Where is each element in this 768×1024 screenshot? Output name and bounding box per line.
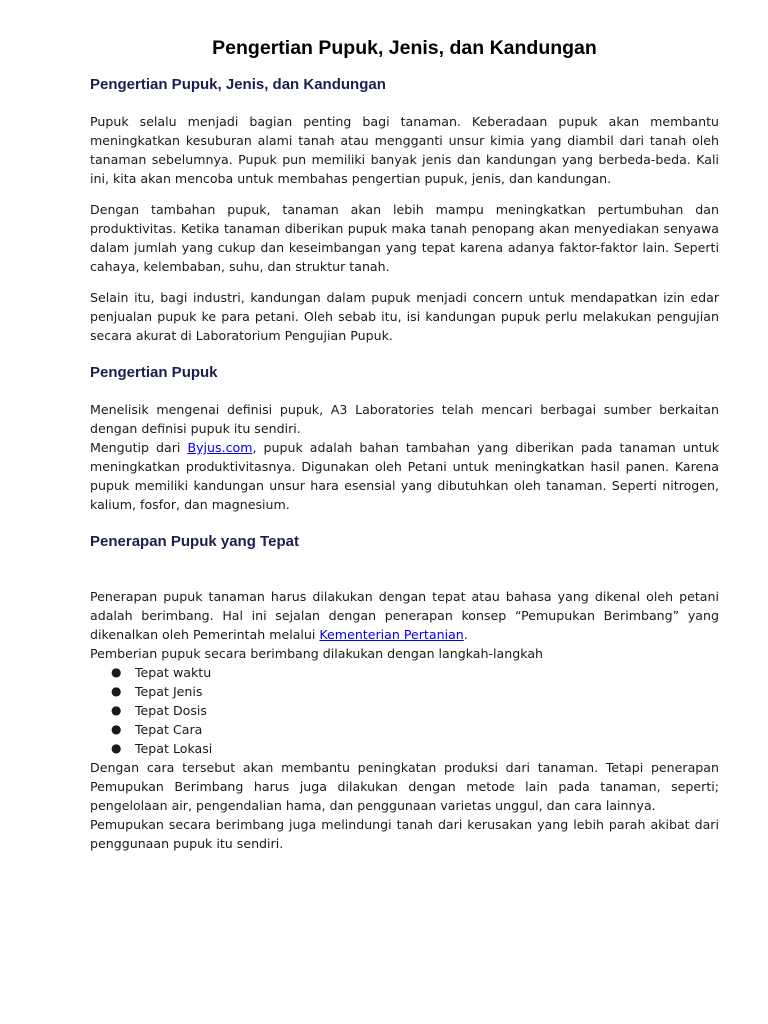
- penerapan-paragraph-2: Pemberian pupuk secara berimbang dilakukan dengan langkah-langkah: [90, 646, 544, 661]
- section-heading-intro: Pengertian Pupuk, Jenis, dan Kandungan: [90, 76, 386, 93]
- kementerian-pertanian-link[interactable]: Kementerian Pertanian: [319, 627, 464, 642]
- list-item-text: Tepat Jenis: [135, 684, 203, 699]
- list-item: [111, 720, 719, 739]
- intro-paragraph-2: Dengan tambahan pupuk, tanaman akan lebih mampu meningkatkan pertumbuhan dan produktivitas. Ketika tanaman diberikan pupuk maka tanah penopang akan menyediakan senyawa dalam jumlah yang cukup dan keseimbangan yang tepat karena adanya faktor-faktor lain. Seperti cahaya, kelembaban, suhu, dan struktur tanah.: [90, 202, 719, 274]
- bullet-icon: ●: [111, 741, 122, 755]
- list-item-text: Tepat waktu: [135, 665, 212, 680]
- pengertian-p2-text-after: , pupuk adalah bahan tambahan yang diberikan pada tanaman untuk meningkatkan produktivitasnya. Digunakan oleh Petani untuk meningkatkan hasil panen. Karena pupuk memiliki kandungan unsur hara esensial yang dibutuhkan oleh tanaman. Seperti nitrogen, kalium, fosfor, dan magnesium.: [90, 440, 719, 512]
- bullet-icon: ●: [111, 703, 122, 717]
- intro-paragraph-3: Selain itu, bagi industri, kandungan dalam pupuk menjadi concern untuk mendapatkan izin edar penjualan pupuk ke para petani. Oleh sebab itu, isi kandungan pupuk perlu melakukan pengujian secara akurat di Laboratorium Pengujian Pupuk.: [90, 290, 719, 343]
- list-item-text: Tepat Dosis: [135, 703, 207, 718]
- penerapan-paragraph-1: [90, 587, 719, 644]
- list-item: [111, 739, 719, 758]
- penerapan-paragraph-4: Pemupukan secara berimbang juga melindungi tanah dari kerusakan yang lebih parah akibat dari penggunaan pupuk itu sendiri.: [90, 817, 719, 851]
- list-item-text: Tepat Lokasi: [135, 741, 213, 756]
- penerapan-p1-text-after: .: [463, 627, 468, 642]
- pengertian-paragraph-2: [90, 438, 719, 514]
- byjus-link[interactable]: Byjus.com: [187, 440, 253, 455]
- bullet-icon: ●: [111, 722, 122, 736]
- list-item: [111, 682, 719, 701]
- pengertian-p2-text-before: Mengutip dari: [90, 440, 188, 455]
- penerapan-p1-text-before: Penerapan pupuk tanaman harus dilakukan dengan tepat atau bahasa yang dikenal oleh petani adalah berimbang. Hal ini sejalan dengan penerapan konsep “Pemupukan Berimbang” yang dikenalkan oleh Pemerintah melalui: [90, 589, 719, 642]
- pengertian-paragraph-1: Menelisik mengenai definisi pupuk, A3 Laboratories telah mencari berbagai sumber berkaitan dengan definisi pupuk itu sendiri.: [90, 402, 719, 436]
- list-item-text: Tepat Cara: [135, 722, 203, 737]
- intro-paragraph-1: Pupuk selalu menjadi bagian penting bagi tanaman. Keberadaan pupuk akan membantu meningkatkan kesuburan alami tanah atau mengganti unsur kimia yang diambil dari tanah oleh tanaman sebelumnya. Pupuk pun memiliki banyak jenis dan kandungan yang berbeda-beda. Kali ini, kita akan mencoba untuk membahas pengertian pupuk, jenis, dan kandungan.: [90, 114, 719, 186]
- penerapan-paragraph-3: Dengan cara tersebut akan membantu peningkatan produksi dari tanaman. Tetapi penerapan Pemupukan Berimbang harus juga dilakukan dengan metode lain pada tanaman, seperti; pengelolaan air, pengendalian hama, dan penggunaan varietas unggul, dan cara lainnya.: [90, 760, 719, 813]
- bullet-icon: ●: [111, 665, 122, 679]
- list-item: [111, 701, 719, 720]
- document-title: Pengertian Pupuk, Jenis, dan Kandungan: [212, 37, 597, 59]
- document-page: [90, 34, 719, 853]
- section-heading-penerapan: Penerapan Pupuk yang Tepat: [90, 533, 299, 550]
- bullet-icon: ●: [111, 684, 122, 698]
- section-heading-pengertian: Pengertian Pupuk: [90, 364, 218, 381]
- steps-list: [90, 663, 719, 758]
- list-item: [111, 663, 719, 682]
